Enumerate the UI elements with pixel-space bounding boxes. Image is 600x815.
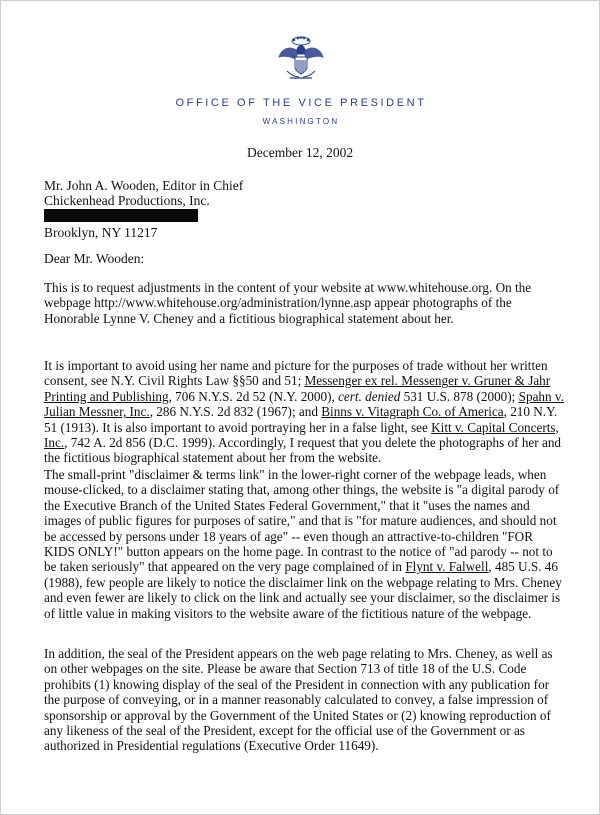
recipient-company: Chickenhead Productions, Inc. [44, 193, 210, 208]
p2-text: 531 U.S. 878 (2000); [400, 388, 519, 404]
salutation: Dear Mr. Wooden: [44, 251, 145, 266]
recipient-city: Brooklyn, NY 11217 [44, 225, 158, 240]
letter-date: December 12, 2002 [247, 145, 354, 160]
p2-text: It is important to avoid using her name and picture for the purposes of trade without her written consent, see N.Y. Civil Rights Law §§50 and 51; [44, 358, 548, 389]
recipient-address [44, 178, 243, 240]
case-spahn: Spahn v. Julian Messner, Inc. [44, 388, 564, 420]
paragraph-3 [44, 467, 564, 621]
letterhead-office: OFFICE OF THE VICE PRESIDENT [175, 97, 427, 109]
case-flynt: Flynt v. Falwell [405, 559, 489, 575]
redacted-street-address [44, 209, 198, 222]
p2-text: , 286 N.Y.S. 2d 832 (1967); and [149, 404, 322, 420]
case-binns: Binns v. Vitagraph Co. of America [321, 404, 504, 420]
paragraph-2 [44, 358, 564, 466]
cert-denied: cert. denied [338, 388, 401, 404]
p3-text: , 485 U.S. 46 (1988), few people are likely to notice the disclaimer link on the webpage relating to Mrs. Cheney and even fewer are likely to click on the link and actually see your disclaimer, so the disclaimer is of little value in making visitors to the website aware of the fictitious nature of the webpage. [44, 559, 562, 621]
p2-text: , 742 A. 2d 856 (D.C. 1999). Accordingly, I request that you delete the photographs of her and the fictitious biographical statement about her from the website. [44, 435, 562, 466]
case-messenger: Messenger ex rel. Messenger v. Gruner & Jahr Printing and Publishing [44, 373, 551, 404]
p2-text: , 210 N.Y. 51 (1913). It is also important to avoid portraying her in a false light, see [44, 404, 558, 435]
vice-president-seal-icon [277, 31, 325, 85]
paragraph-1: This is to request adjustments in the content of your website at www.whitehouse.org. On the webpage http://www.whitehouse.org/administration/lynne.asp appear photographs of the Honorable Lynne V. Cheney and a fictitious biographical statement about her. [44, 280, 532, 326]
case-kitt: Kitt v. Capital Concerts, Inc. [44, 419, 559, 451]
recipient-name: Mr. John A. Wooden, Editor in Chief [44, 178, 244, 193]
p3-text: The small-print "disclaimer & terms link" in the lower-right corner of the webpage leads, when mouse-clicked, to a disclaimer stating that, among other things, the website is "a digital parody of the Executive Branch of the United States Federal Government," that it "uses the names and images of public figures for purposes of satire," and that is "for mature audiences, and should not be accessed by persons under 18 years of age" -- even though an attractive-to-children "FOR KIDS ONLY!" button appears on the home page. In contrast to the notice of "ad parody -- not to be taken seriously" that appeared on the very page complained of in [44, 467, 560, 575]
paragraph-4: In addition, the seal of the President appears on the web page relating to Mrs. Cheney, as well as on other webpages on the site. Please be aware that Section 713 of title 18 of the U.S. Code prohibits (1) knowing display of the seal of the President in connection with any publication for the purpose of conveying, or in a manner reasonably calculated to convey, a false impression of sponsorship or approval by the Government of the United States or (2) knowing reproduction of any likeness of the seal of the President, except for the official use of the Government or as authorized in Presidential regulations (Executive Order 11649). [44, 646, 553, 754]
p2-text: , 706 N.Y.S. 2d 52 (N.Y. 2000), [168, 388, 339, 404]
letterhead-city: WASHINGTON [262, 117, 340, 126]
